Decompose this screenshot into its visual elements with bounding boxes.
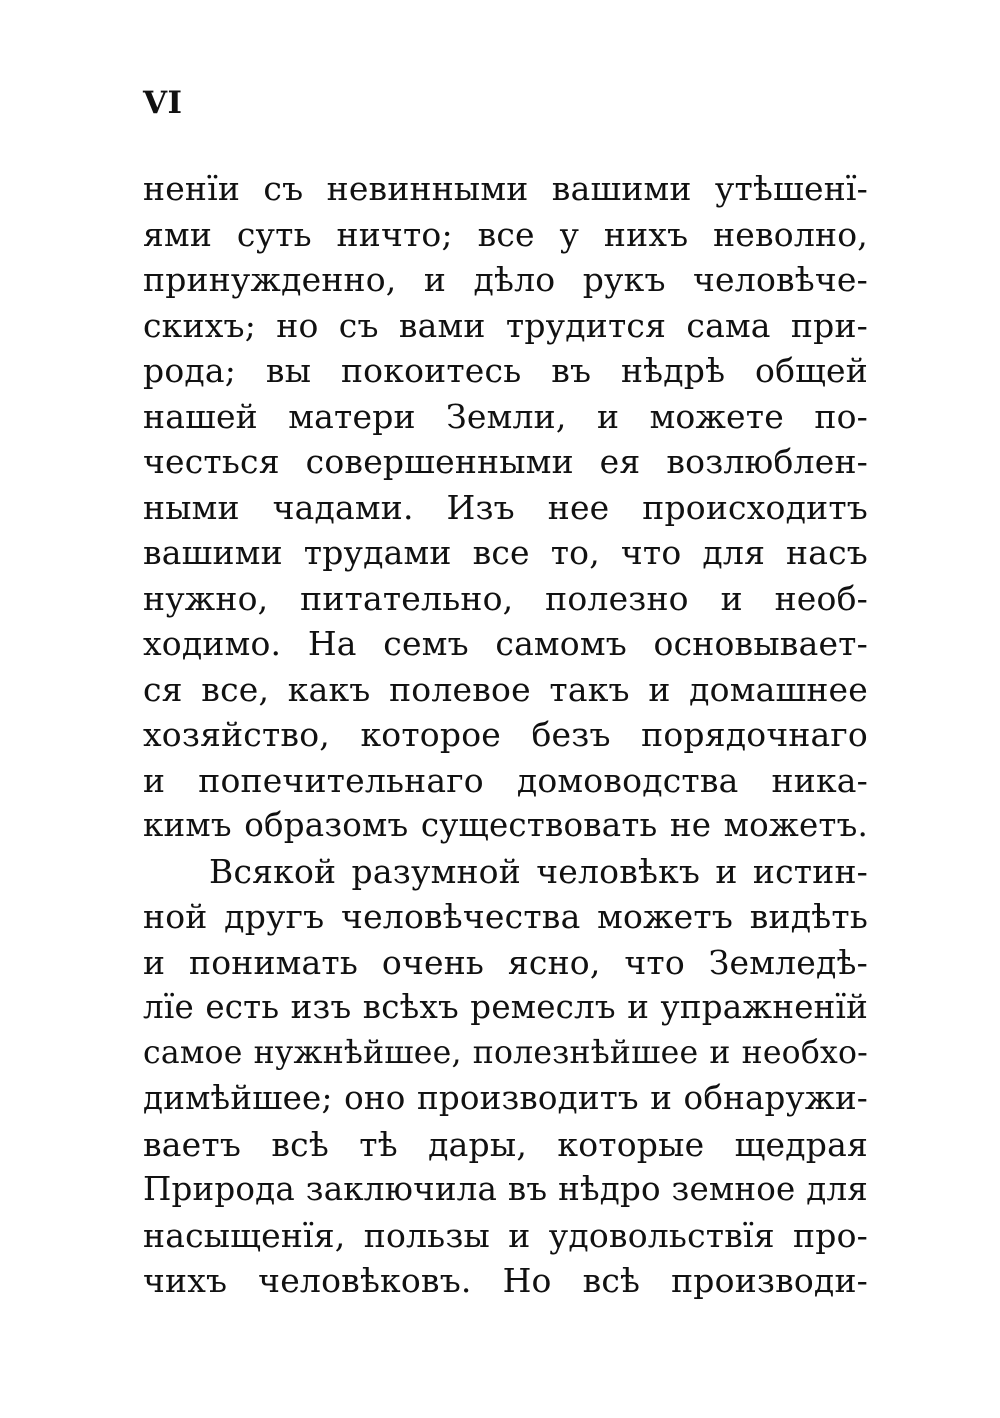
- body-text: [143, 166, 868, 1304]
- text-line: вашими трудами все то, что для насъ: [143, 533, 868, 572]
- text-line: и понимать очень ясно, что Земледѣ-: [143, 942, 868, 982]
- text-line: насыщенїя, пользы и удовольствїя про-: [143, 1215, 868, 1255]
- text-line: лїе есть изъ всѣхъ ремеслъ и упражненїй: [143, 988, 868, 1026]
- paragraph: [143, 166, 868, 849]
- text-line: ваетъ всѣ тѣ дары, которые щедрая: [143, 1124, 868, 1164]
- text-line: ной другъ человѣчества можетъ видѣть: [143, 897, 868, 936]
- text-line: хозяйство, которое безъ порядочнаго: [143, 715, 868, 754]
- text-line: принужденно, и дѣло рукъ человѣче-: [143, 260, 868, 299]
- text-line: ными чадами. Изъ нее происходитъ: [143, 487, 868, 527]
- text-line: самое нужнѣйшее, полезнѣйшее и необхо-: [143, 1034, 868, 1071]
- text-line: честься совершенными ея возлюблен-: [143, 442, 868, 481]
- text-line: и попечительнаго домоводства ника-: [143, 760, 868, 800]
- text-line: скихъ; но съ вами трудится сама при-: [143, 305, 868, 345]
- page-number: VI: [143, 85, 183, 121]
- paragraph: [143, 849, 868, 1304]
- text-line: Всякой разумной человѣкъ и истин-: [209, 851, 868, 891]
- text-line: ходимо. На семъ самомъ основывает-: [143, 624, 868, 663]
- text-line: ненїи съ невинными вашими утѣшенї-: [143, 169, 868, 208]
- text-line: Природа заключила въ нѣдро земное для: [143, 1170, 868, 1208]
- text-line: димѣйшее; оно производитъ и обнаружи-: [143, 1079, 868, 1117]
- text-line: ся все, какъ полевое такъ и домашнее: [143, 669, 868, 709]
- text-line: рода; вы покоитесь въ нѣдрѣ общей: [143, 351, 868, 390]
- text-line: кимъ образомъ существовать не можетъ.: [143, 806, 868, 844]
- text-line: чихъ человѣковъ. Но всѣ производи-: [143, 1261, 868, 1300]
- text-line: нужно, питательно, полезно и необ-: [143, 578, 868, 618]
- text-line: ями суть ничто; все у нихъ неволно,: [143, 214, 868, 254]
- text-line: нашей матери Земли, и можете по-: [143, 396, 868, 436]
